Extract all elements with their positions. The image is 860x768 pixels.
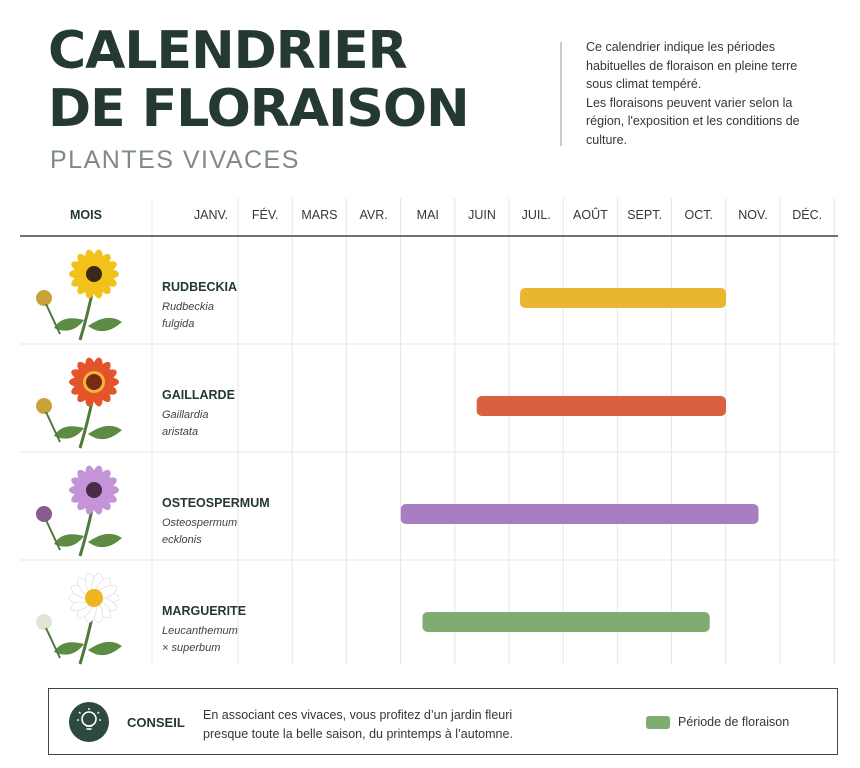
- flower-bud: [36, 506, 52, 522]
- plant-name: RUDBECKIA: [162, 280, 237, 294]
- month-tick-label: DÉC.: [792, 208, 823, 222]
- plant-latin-name-line-1: Rudbeckia: [162, 301, 214, 313]
- flower-bud: [36, 290, 52, 306]
- month-tick-label: AVR.: [359, 208, 388, 222]
- intro-paragraph-2: Les floraisons peuvent varier selon la région, l'exposition et les conditions de culture.: [586, 95, 800, 147]
- legend-swatch: [646, 716, 670, 729]
- bloom-period-bar: [401, 504, 759, 524]
- plant-name: OSTEOSPERMUM: [162, 496, 270, 510]
- plant-latin-name-line-1: Osteospermum: [162, 517, 238, 529]
- tip-text: En associant ces vivaces, vous profitez d’un jardin fleuri presque toute la belle saison, du printemps à l’automne.: [203, 708, 513, 741]
- bloom-period-bar: [477, 396, 726, 416]
- tip-label: CONSEIL: [127, 715, 185, 730]
- plant-latin-name-line-2: ecklonis: [162, 534, 202, 546]
- plant-latin-name-line-1: Leucanthemum: [162, 625, 238, 637]
- month-tick-label: NOV.: [738, 208, 768, 222]
- intro-paragraph-1: Ce calendrier indique les périodes habituelles de floraison en pleine terre sous climat tempéré.: [586, 40, 798, 91]
- flower-bud: [36, 398, 52, 414]
- flower-bud: [36, 614, 52, 630]
- bud-stem: [46, 412, 60, 442]
- month-tick-label: FÉV.: [251, 208, 279, 222]
- bud-stem: [46, 628, 60, 658]
- month-tick-label: JUIL.: [521, 208, 551, 222]
- title-line-2: DE FLORAISON: [48, 79, 469, 139]
- flower-center: [86, 266, 102, 282]
- flower-leaf: [88, 318, 122, 331]
- month-tick-label: OCT.: [684, 208, 714, 222]
- flower-leaf: [88, 426, 122, 439]
- lightbulb-icon: [69, 702, 109, 742]
- plant-name: GAILLARDE: [162, 388, 235, 402]
- title-line-1: CALENDRIER: [48, 21, 407, 81]
- bloom-period-bar: [422, 612, 709, 632]
- month-tick-label: SEPT.: [627, 208, 662, 222]
- month-tick-label: MAI: [416, 208, 439, 222]
- flower-leaf: [88, 642, 122, 655]
- subtitle: PLANTES VIVACES: [50, 146, 300, 174]
- bud-stem: [46, 520, 60, 550]
- bloom-period-bar: [520, 288, 726, 308]
- flower-leaf: [88, 534, 122, 547]
- month-tick-label: JUIN: [468, 208, 496, 222]
- flower-center: [86, 482, 102, 498]
- tip-legend-box: [48, 688, 838, 755]
- plant-latin-name-line-2: aristata: [162, 426, 199, 438]
- legend-label: Période de floraison: [678, 715, 790, 729]
- flower-center: [86, 374, 102, 390]
- plant-name: MARGUERITE: [162, 604, 247, 618]
- plant-latin-name-line-2: × superbum: [162, 642, 221, 654]
- flower-center: [85, 589, 103, 607]
- month-tick-label: JANV.: [193, 208, 229, 222]
- month-tick-label: AOÛT: [573, 208, 608, 222]
- month-tick-label: MARS: [301, 208, 338, 222]
- bud-stem: [46, 304, 60, 334]
- plant-latin-name-line-2: fulgida: [162, 318, 195, 330]
- plant-latin-name-line-1: Gaillardia: [162, 409, 209, 421]
- row-header-label: MOIS: [70, 208, 102, 222]
